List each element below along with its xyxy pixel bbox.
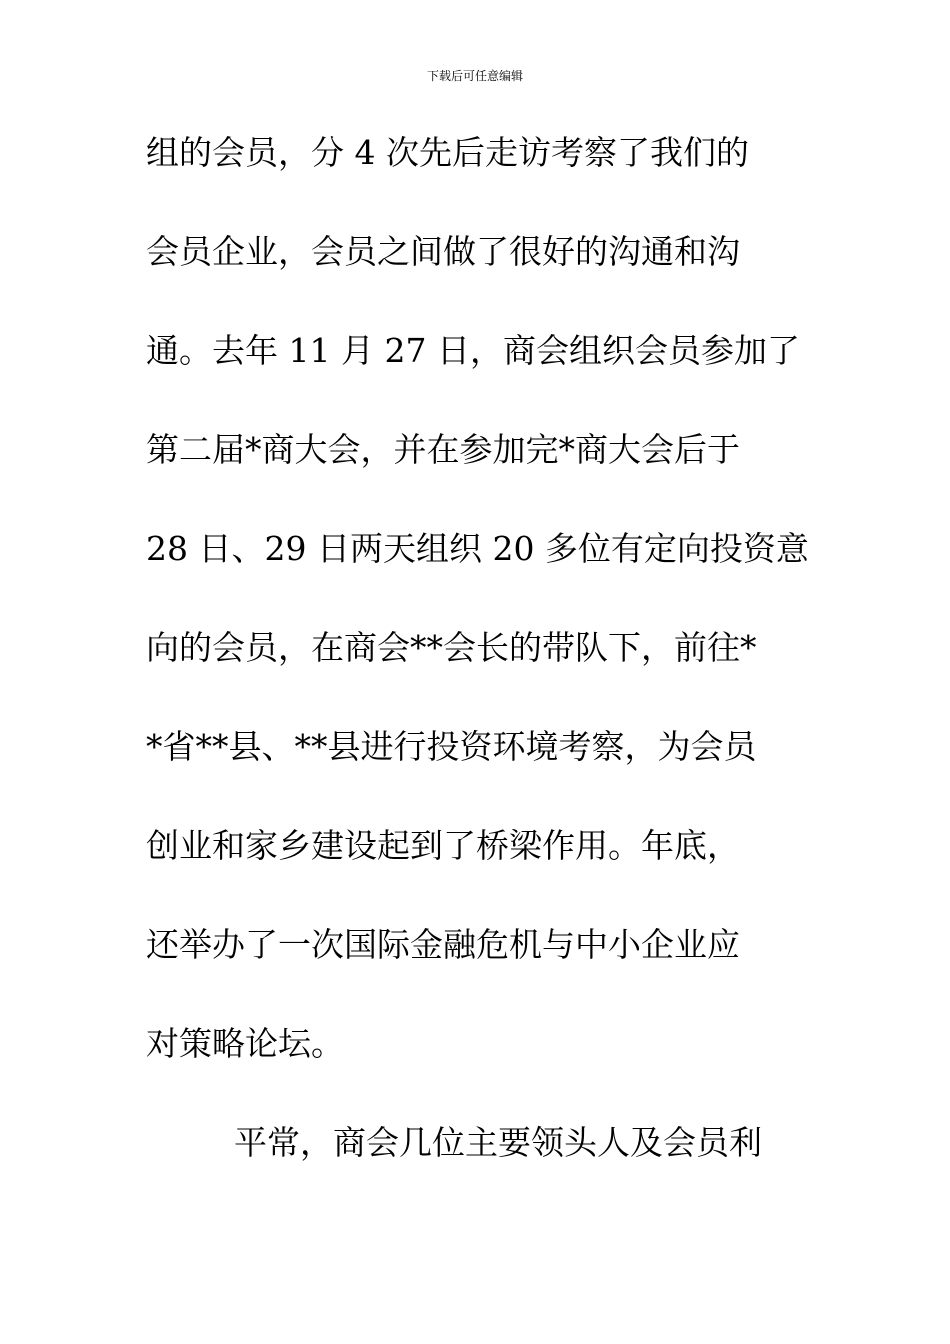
text-line-4: 第二届*商大会，并在参加完*商大会后于 <box>146 430 740 469</box>
text-line-5: 28 日、29 日两天组织 20 多位有定向投资意 <box>146 529 809 568</box>
text-line-9: 还举办了一次国际金融危机与中小企业应 <box>146 925 740 964</box>
text-line-1: 组的会员，分 4 次先后走访考察了我们的 <box>146 133 749 172</box>
text-line-10: 对策略论坛。 <box>146 1024 344 1063</box>
page-header-note: 下载后可任意编辑 <box>426 69 523 83</box>
text-line-6: 向的会员，在商会**会长的带队下，前往* <box>146 628 757 667</box>
text-line-2: 会员企业，会员之间做了很好的沟通和沟 <box>146 232 740 271</box>
text-line-3: 通。去年 11 月 27 日，商会组织会员参加了 <box>146 331 800 370</box>
document-body <box>146 128 826 1217</box>
text-line-8: 创业和家乡建设起到了桥梁作用。年底， <box>146 826 740 865</box>
text-line-7: *省**县、**县进行投资环境考察，为会员 <box>146 727 757 766</box>
text-line-11-paragraph-start: 平常，商会几位主要领头人及会员利 <box>234 1123 762 1162</box>
